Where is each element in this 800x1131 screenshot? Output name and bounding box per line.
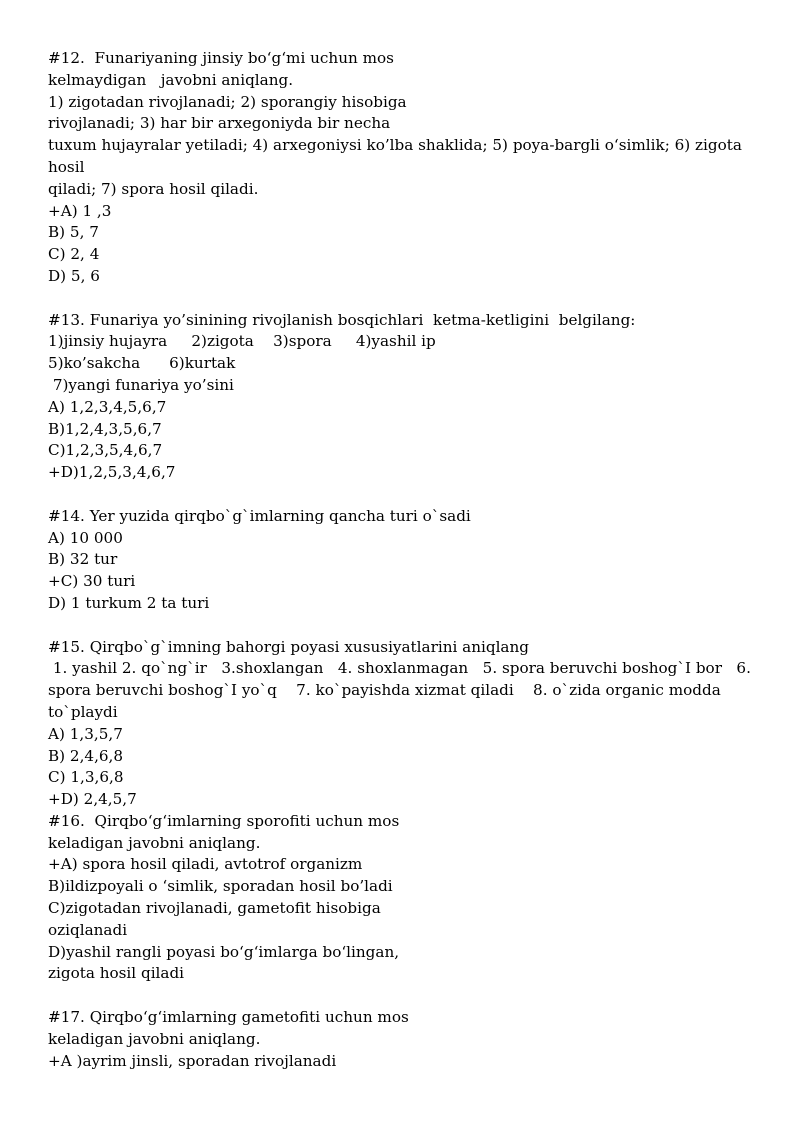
question-text-line: 5)ko’sakcha 6)kurtak	[48, 354, 236, 373]
question-text-line: spora beruvchi boshog`I yo`q 7. ko`payishda xizmat qiladi 8. o`zida organic modda	[48, 681, 721, 700]
question-text-line: kelmaydigan javobni aniqlang.	[48, 70, 294, 89]
answer-option-a: A) 1,3,5,7	[48, 724, 123, 743]
answer-option-a: +A )ayrim jinsli, sporadan rivojlanadi	[48, 1051, 337, 1070]
paragraph-gap	[48, 484, 768, 506]
question-text-line: keladigan javobni aniqlang.	[48, 833, 261, 852]
answer-option-b: B) 5, 7	[48, 223, 99, 242]
answer-option-d: D) 5, 6	[48, 266, 100, 285]
answer-option-c: +C) 30 turi	[48, 572, 136, 591]
question-text-line: 1)jinsiy hujayra 2)zigota 3)spora 4)yashil ip	[48, 332, 436, 351]
answer-option-b: B) 32 tur	[48, 550, 118, 569]
answer-option-d-continued: zigota hosil qiladi	[48, 964, 185, 983]
answer-option-c: C) 1,3,6,8	[48, 768, 124, 787]
question-15	[48, 637, 768, 811]
answer-option-c: C)zigotadan rivojlanadi, gametofit hisobiga	[48, 899, 381, 918]
answer-option-d: D) 1 turkum 2 ta turi	[48, 593, 210, 612]
question-text-line: 1) zigotadan rivojlanadi; 2) sporangiy hisobiga	[48, 92, 407, 111]
question-text-line: #13. Funariya yo’sinining rivojlanish bosqichlari ketma-ketligini belgilang:	[48, 310, 636, 329]
question-text-line: #14. Yer yuzida qirqbo`g`imlarning qancha turi o`sadi	[48, 506, 471, 525]
answer-option-d: +D)1,2,5,3,4,6,7	[48, 463, 176, 482]
question-text-line: to`playdi	[48, 702, 118, 721]
question-text-line: #16. Qirqbo‘g‘imlarning sporofiti uchun mos	[48, 811, 400, 830]
answer-option-c: C)1,2,3,5,4,6,7	[48, 441, 163, 460]
question-text-line: keladigan javobni aniqlang.	[48, 1029, 261, 1048]
answer-option-a: +A) 1 ,3	[48, 201, 112, 220]
answer-option-a: A) 10 000	[48, 528, 123, 547]
question-text-line: 1. yashil 2. qo`ng`ir 3.shoxlangan 4. shoxlanmagan 5. spora beruvchi boshog`I bor 6.	[48, 659, 751, 678]
answer-option-c: C) 2, 4	[48, 245, 100, 264]
paragraph-gap	[48, 985, 768, 1007]
answer-option-b: B)ildizpoyali o ‘simlik, sporadan hosil bo’ladi	[48, 877, 393, 896]
question-text-line: tuxum hujayralar yetiladi; 4) arxegoniysi ko’lba shaklida; 5) poya-bargli o‘simlik; 6) zigota	[48, 136, 742, 155]
question-text-line: #17. Qirqbo‘g‘imlarning gametofiti uchun mos	[48, 1008, 409, 1027]
answer-option-c-continued: oziqlanadi	[48, 920, 128, 939]
question-text-line: hosil	[48, 157, 85, 176]
answer-option-b: B) 2,4,6,8	[48, 746, 124, 765]
answer-option-a: +A) spora hosil qiladi, avtotrof organizm	[48, 855, 363, 874]
question-text-line: #15. Qirqbo`g`imning bahorgi poyasi xususiyatlarini aniqlang	[48, 637, 529, 656]
answer-option-a: A) 1,2,3,4,5,6,7	[48, 397, 167, 416]
question-text-line: #12. Funariyaning jinsiy bo‘g‘mi uchun mos	[48, 49, 394, 67]
question-17	[48, 1007, 768, 1072]
answer-option-d: D)yashil rangli poyasi bo‘g‘imlarga bo‘lingan,	[48, 942, 400, 961]
question-12	[48, 48, 768, 288]
answer-option-d: +D) 2,4,5,7	[48, 790, 137, 809]
question-text-line: qiladi; 7) spora hosil qiladi.	[48, 179, 259, 198]
answer-option-b: B)1,2,4,3,5,6,7	[48, 419, 162, 438]
paragraph-gap	[48, 615, 768, 637]
question-13	[48, 310, 768, 484]
question-text-line: 7)yangi funariya yo’sini	[48, 375, 234, 394]
question-14	[48, 506, 768, 615]
paragraph-gap	[48, 288, 768, 310]
question-16	[48, 811, 768, 985]
question-text-line: rivojlanadi; 3) har bir arxegoniyda bir necha	[48, 114, 391, 133]
document-page	[48, 48, 768, 1072]
